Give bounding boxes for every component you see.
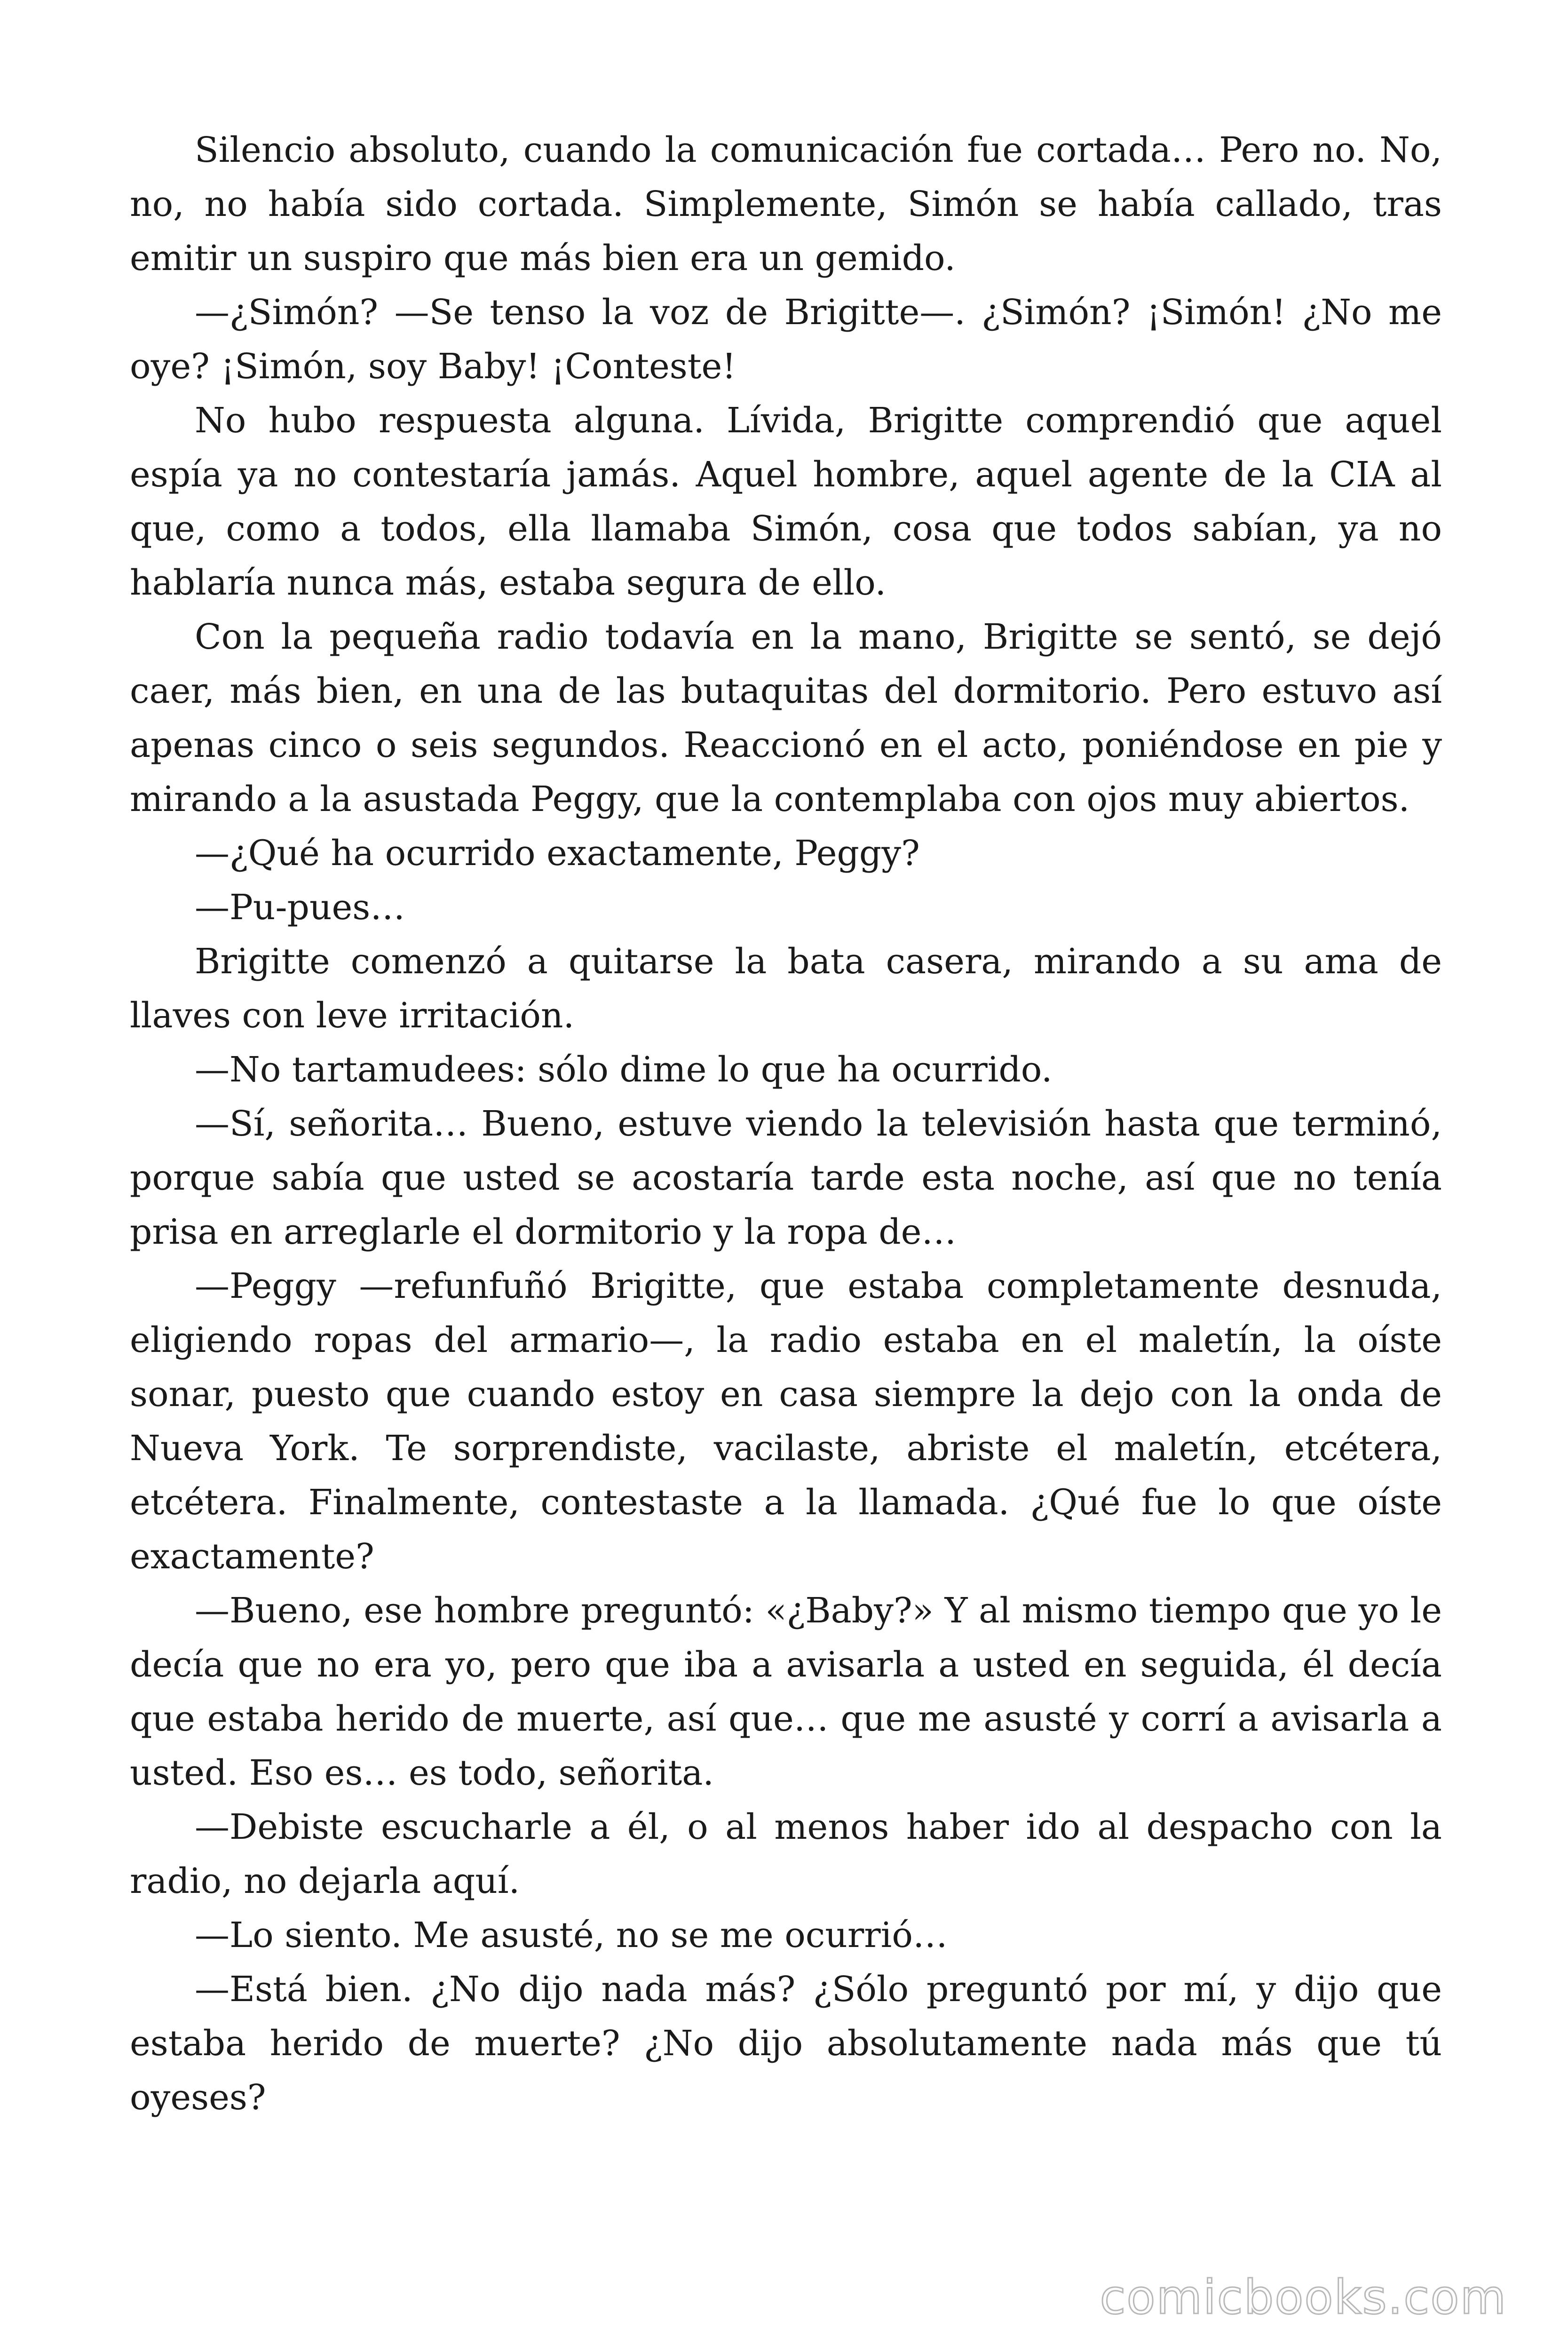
watermark: comicbooks.com (1100, 2270, 1507, 2325)
paragraph: —Peggy —refunfuñó Brigitte, que estaba completamente desnuda, eligiendo ropas del armario—, la radio estaba en el maletín, la oíste sonar, puesto que cuando estoy en casa siempre la dejo con la onda de Nueva York. Te sorprendiste, vacilaste, abriste el maletín, etcétera, etcétera. Finalmente, contestaste a la llamada. ¿Qué fue lo que oíste exactamente? (130, 1266, 1442, 1577)
paragraph: —Debiste escucharle a él, o al menos haber ido al despacho con la radio, no dejarla aquí. (130, 1807, 1442, 1901)
paragraph: —Lo siento. Me asusté, no se me ocurrió… (195, 1915, 948, 1955)
paragraph: —Está bien. ¿No dijo nada más? ¿Sólo preguntó por mí, y dijo que estaba herido de muerte? ¿No dijo absolutamente nada más que tú oyeses? (130, 1969, 1442, 2118)
paragraph: —Pu-pues… (195, 887, 405, 928)
paragraph: —Bueno, ese hombre preguntó: «¿Baby?» Y al mismo tiempo que yo le decía que no era yo, pero que iba a avisarla a usted en seguida, él decía que estaba herido de muerte, así que… que me asusté y corrí a avisarla a usted. Eso es… es todo, señorita. (130, 1590, 1442, 1793)
paragraph: —Sí, señorita… Bueno, estuve viendo la televisión hasta que terminó, porque sabía que usted se acostaría tarde esta noche, así que no tenía prisa en arreglarle el dormitorio y la ropa de… (130, 1104, 1442, 1252)
paragraph: Silencio absoluto, cuando la comunicación fue cortada… Pero no. No, no, no había sido cortada. Simplemente, Simón se había callado, tras emitir un suspiro que más bien era un gemido. (130, 130, 1442, 278)
paragraph: Brigitte comenzó a quitarse la bata casera, mirando a su ama de llaves con leve irritación. (130, 941, 1442, 1036)
paragraph: —No tartamudees: sólo dime lo que ha ocurrido. (195, 1049, 1053, 1090)
paragraph: —¿Simón? —Se tenso la voz de Brigitte—. ¿Simón? ¡Simón! ¿No me oye? ¡Simón, soy Baby! ¡Conteste! (130, 292, 1442, 387)
paragraph: No hubo respuesta alguna. Lívida, Brigitte comprendió que aquel espía ya no contestaría jamás. Aquel hombre, aquel agente de la CIA al que, como a todos, ella llamaba Simón, cosa que todos sabían, ya no hablaría nunca más, estaba segura de ello. (130, 400, 1442, 603)
page-body (130, 123, 1442, 2125)
paragraph: Con la pequeña radio todavía en la mano, Brigitte se sentó, se dejó caer, más bien, en una de las butaquitas del dormitorio. Pero estuvo así apenas cinco o seis segundos. Reaccionó en el acto, poniéndose en pie y mirando a la asustada Peggy, que la contemplaba con ojos muy abiertos. (130, 617, 1442, 819)
paragraph: —¿Qué ha ocurrido exactamente, Peggy? (195, 833, 920, 874)
